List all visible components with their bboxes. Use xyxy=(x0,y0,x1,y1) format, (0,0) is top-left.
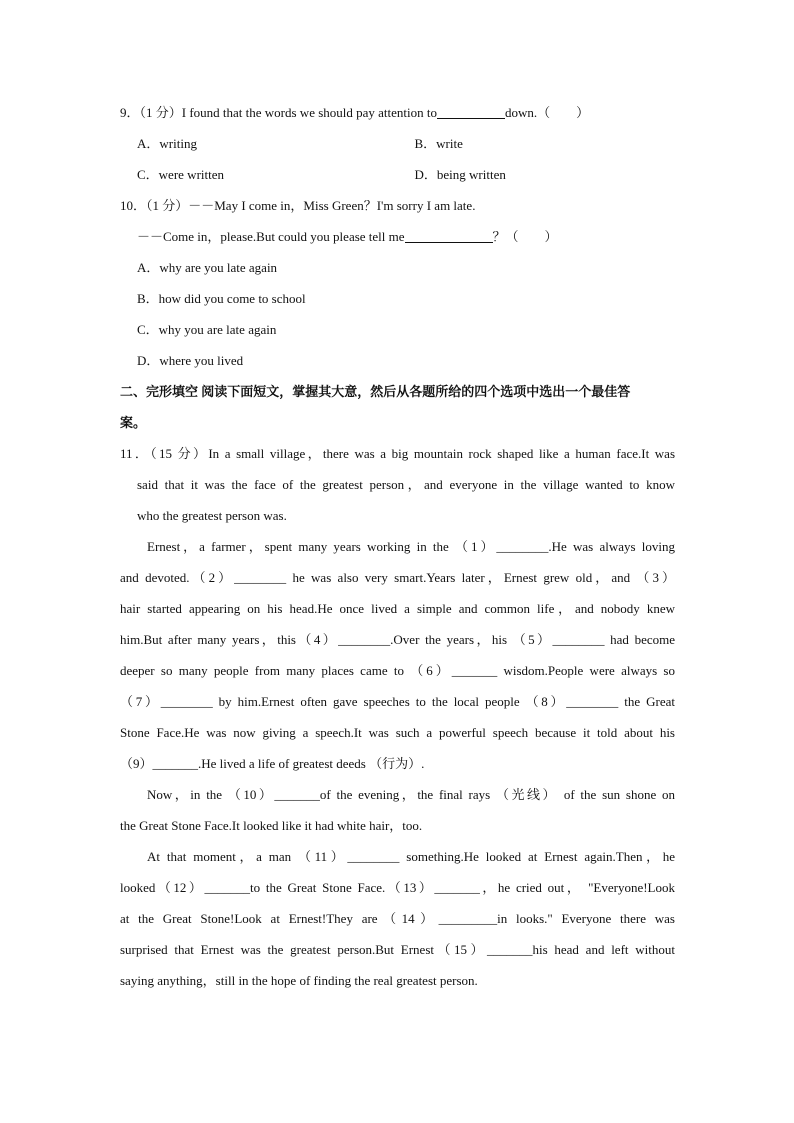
question-10-reply xyxy=(120,221,675,252)
question-9-bracket: down.（ ） xyxy=(505,105,590,120)
question-10-bracket: ？（ ） xyxy=(492,229,558,244)
passage-line: the Great Stone Face.It looked like it had white hair，too. xyxy=(120,818,423,833)
passage-line: surprised that Ernest was the greatest person.But Ernest（15）_______his head and left without xyxy=(120,942,675,957)
question-10-stem: 10．（1 分）－－May I come in，Miss Green？I'm sorry I am late. xyxy=(120,198,476,213)
passage-line: him.But after many years，this（4）________.Over the years，his （5）________ had become xyxy=(120,632,675,647)
question-11-intro-line: 11．（15 分）In a small village，there was a big mountain rock shaped like a human face.It was xyxy=(120,446,675,461)
option-c: C．were written xyxy=(137,167,225,182)
option-b: B．write xyxy=(414,136,463,151)
passage-line: Now，in the （10）_______of the evening，the final rays （光线） of the sun shone on xyxy=(147,787,675,802)
question-9-options-row-1 xyxy=(120,128,675,159)
option-a: A．why are you late again xyxy=(137,260,278,275)
section-title: 二、完形填空 阅读下面短文，掌握其大意，然后从各题所给的四个选项中选出一个最佳答 xyxy=(120,384,631,399)
passage-line: and devoted.（2）________ he was also very smart.Years later，Ernest grew old，and （3） xyxy=(120,570,675,585)
section-title-continued: 案。 xyxy=(120,415,147,430)
passage-line: deeper so many people from many places came to （6）_______ wisdom.People were always so xyxy=(120,663,675,678)
question-11-intro-line: said that it was the face of the greatest person，and everyone in the village wanted to know xyxy=(137,477,675,492)
option-c: C．why you are late again xyxy=(137,322,277,337)
passage-line: saying anything，still in the hope of finding the real greatest person. xyxy=(120,973,478,988)
option-b: B．how did you come to school xyxy=(137,291,306,306)
passage-line: looked（12）_______to the Great Stone Face.（13）_______，he cried out， "Everyone!Look xyxy=(120,880,675,895)
passage-line: Stone Face.He was now giving a speech.It was such a powerful speech because it told about his xyxy=(120,725,675,740)
answer-blank xyxy=(437,104,505,119)
passage-line: （7）________ by him.Ernest often gave speeches to the local people （8）________ the Great xyxy=(120,694,675,709)
option-a: A．writing xyxy=(137,136,197,151)
question-11-intro-line: who the greatest person was. xyxy=(137,508,287,523)
question-9-options-row-2 xyxy=(120,159,675,190)
passage-line: （9）_______.He lived a life of greatest deeds （行为）. xyxy=(120,756,425,771)
question-10-reply-text: －－Come in，please.But could you please tell me xyxy=(137,229,405,244)
option-d: D．where you lived xyxy=(137,353,244,368)
option-d: D．being written xyxy=(414,167,506,182)
exam-content xyxy=(120,97,675,996)
question-9-text: 9．（1 分）I found that the words we should pay attention to xyxy=(120,105,438,120)
question-9-stem xyxy=(120,97,675,128)
passage-line: At that moment，a man （11）________ something.He looked at Ernest again.Then，he xyxy=(147,849,675,864)
passage-line: hair started appearing on his head.He once lived a simple and common life，and nobody knew xyxy=(120,601,675,616)
passage-line: at the Great Stone!Look at Ernest!They are（14）_________in looks." Everyone there was xyxy=(120,911,675,926)
answer-blank xyxy=(405,228,493,243)
passage-line: Ernest，a farmer，spent many years working in the （1）________.He was always loving xyxy=(147,539,675,554)
